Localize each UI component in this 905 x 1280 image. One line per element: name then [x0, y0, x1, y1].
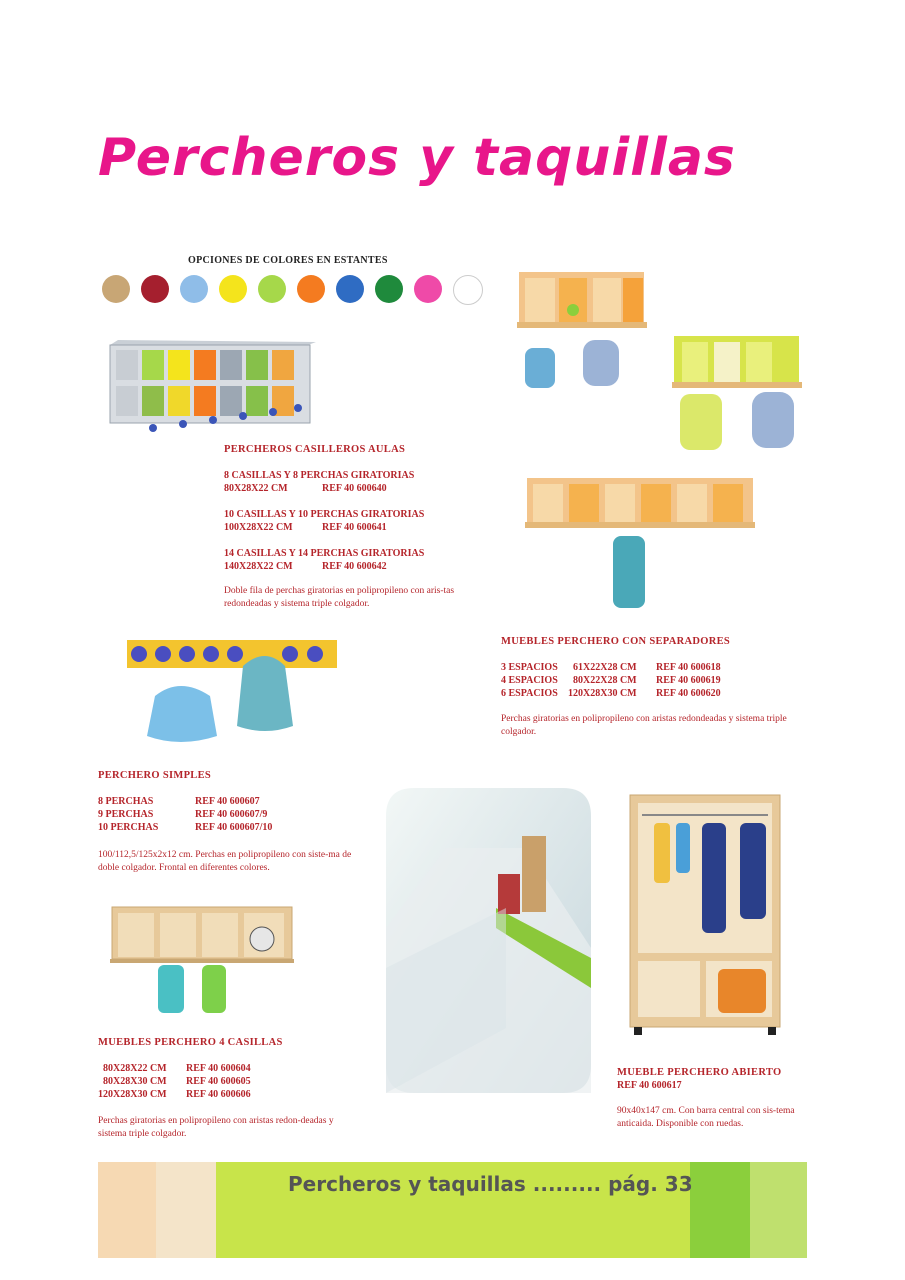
- ref: REF 40 600606: [186, 1089, 251, 1100]
- casilleros-item-name: 10 CASILLAS Y 10 PERCHAS GIRATORIAS: [224, 509, 425, 520]
- footer-block: [156, 1162, 216, 1258]
- ref: REF 40 600604: [186, 1063, 251, 1074]
- ref: REF 40 600607/10: [195, 822, 273, 833]
- casilleros-item-name: 8 CASILLAS Y 8 PERCHAS GIRATORIAS: [224, 470, 415, 481]
- simples-row: [98, 795, 272, 808]
- size: 61X22X28 CM: [573, 662, 637, 673]
- separadores-rows: [501, 661, 721, 700]
- casilleros-item-spec: [224, 560, 424, 573]
- size: 80X28X30 CM: [103, 1076, 167, 1087]
- ref: REF 40 600618: [656, 662, 721, 673]
- ref: REF 40 600641: [322, 522, 387, 533]
- size: 100X28X22 CM: [224, 522, 293, 533]
- color-swatch: [219, 275, 247, 303]
- casilleros-description: Doble fila de perchas giratorias en polipropileno con aris-tas redondeadas y sistema triple colgador.: [224, 586, 455, 609]
- size: 80X22X28 CM: [573, 675, 637, 686]
- separadores-row: [501, 661, 721, 674]
- separadores-row: [501, 674, 721, 687]
- color-swatch: [258, 275, 286, 303]
- simples-row: [98, 808, 272, 821]
- corridor-photo: [386, 788, 591, 1093]
- cuatro-row: [98, 1075, 251, 1088]
- ref: REF 40 600607/9: [195, 809, 268, 820]
- abierto-description: 90x40x147 cm. Con barra central con sis-tema anticaida. Disponible con ruedas.: [617, 1106, 795, 1129]
- separadores-4-image: [670, 332, 805, 462]
- casilleros-item-spec: [224, 482, 424, 495]
- casilleros-item-name: 14 CASILLAS Y 14 PERCHAS GIRATORIAS: [224, 548, 425, 559]
- spaces: 4 ESPACIOS: [501, 675, 558, 686]
- simples-heading: PERCHERO SIMPLES: [98, 770, 212, 781]
- size: 120X28X30 CM: [98, 1089, 167, 1100]
- abierto-product-image: [628, 793, 783, 1038]
- separadores-row: [501, 687, 721, 700]
- color-swatch: [102, 275, 130, 303]
- color-swatch: [414, 275, 442, 303]
- page-title: Percheros y taquillas: [98, 128, 736, 188]
- simples-row: [98, 821, 272, 834]
- simples-product-image: [125, 636, 340, 751]
- separadores-description: Perchas giratorias en polipropileno con aristas redondeadas y sistema triple colgador.: [501, 714, 787, 737]
- hooks: 9 PERCHAS: [98, 809, 154, 820]
- separadores-3-image: [515, 268, 650, 403]
- ref: REF 40 600620: [656, 688, 721, 699]
- color-swatch: [297, 275, 325, 303]
- footer-page-reference: Percheros y taquillas ......... pág. 33: [288, 1172, 693, 1196]
- cuatro-description: Perchas giratorias en polipropileno con aristas redon-deadas y sistema triple colgador.: [98, 1116, 334, 1139]
- footer-block: [690, 1162, 750, 1258]
- color-options-label: OPCIONES DE COLORES EN ESTANTES: [188, 255, 388, 266]
- simples-description: 100/112,5/125x2x12 cm. Perchas en polipropileno con siste-ma de doble colgador. Frontal en diferentes colores.: [98, 850, 352, 873]
- size: 80X28X22 CM: [103, 1063, 167, 1074]
- ref: REF 40 600640: [322, 483, 387, 494]
- cuatro-rows: [98, 1062, 251, 1101]
- size: 140X28X22 CM: [224, 561, 293, 572]
- color-swatches: [102, 275, 494, 305]
- cuatro-heading: MUEBLES PERCHERO 4 CASILLAS: [98, 1037, 283, 1048]
- color-swatch: [141, 275, 169, 303]
- abierto-heading: MUEBLE PERCHERO ABIERTO: [617, 1067, 782, 1078]
- hooks: 8 PERCHAS: [98, 796, 154, 807]
- footer-block: [98, 1162, 156, 1258]
- hooks: 10 PERCHAS: [98, 822, 159, 833]
- color-swatch: [375, 275, 403, 303]
- size: 120X28X30 CM: [568, 688, 637, 699]
- simples-rows: [98, 795, 272, 834]
- cuatro-product-image: [110, 905, 295, 1025]
- ref: REF 40 600607: [195, 796, 260, 807]
- color-swatch: [336, 275, 364, 303]
- color-swatch: [453, 275, 483, 305]
- casilleros-items: [224, 469, 424, 573]
- separadores-6-image: [525, 474, 757, 614]
- spaces: 6 ESPACIOS: [501, 688, 558, 699]
- cuatro-row: [98, 1088, 251, 1101]
- size: 80X28X22 CM: [224, 483, 288, 494]
- abierto-ref: REF 40 600617: [617, 1080, 682, 1091]
- separadores-heading: MUEBLES PERCHERO CON SEPARADORES: [501, 636, 731, 647]
- ref: REF 40 600642: [322, 561, 387, 572]
- casilleros-product-image: [108, 340, 318, 435]
- ref: REF 40 600605: [186, 1076, 251, 1087]
- footer-block: [750, 1162, 807, 1258]
- cuatro-row: [98, 1062, 251, 1075]
- casilleros-heading: PERCHEROS CASILLEROS AULAS: [224, 444, 406, 455]
- color-swatch: [180, 275, 208, 303]
- spaces: 3 ESPACIOS: [501, 662, 558, 673]
- casilleros-item-spec: [224, 521, 424, 534]
- ref: REF 40 600619: [656, 675, 721, 686]
